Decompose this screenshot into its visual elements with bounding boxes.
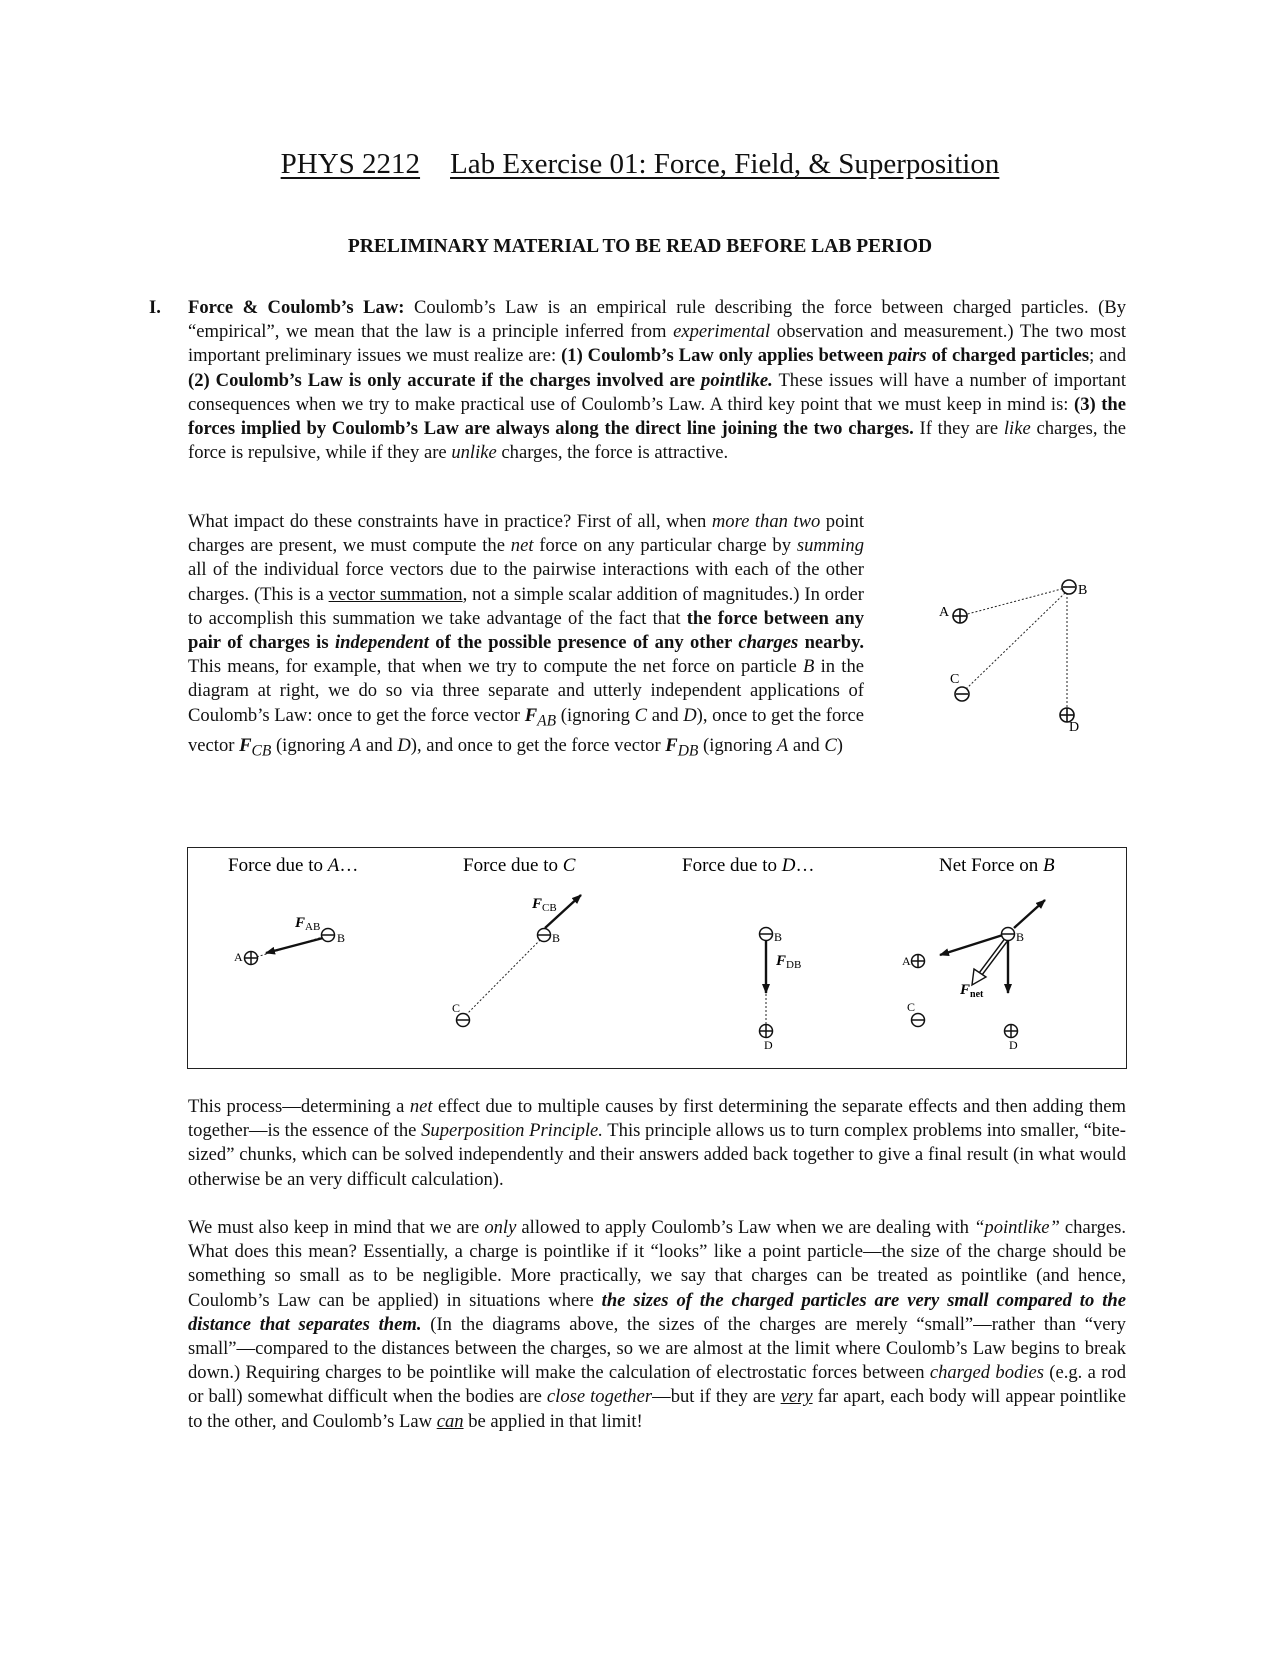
- force-label-ab: $F_{AB}$: [295, 915, 321, 933]
- panel-diagrams: [188, 848, 1126, 1068]
- panel1-charge-b: [322, 929, 335, 942]
- label-d: D: [1069, 720, 1080, 735]
- panel4-charge-b: [1002, 928, 1015, 941]
- line-a-b: [960, 587, 1069, 616]
- pointlike-paragraph: We must also keep in mind that we are only allowed to apply Coulomb’s Law when we are dealing with “pointlike” charges. What does this mean? Essentially, a charge is pointlike if it “looks” like a point particle—the size of the charge should be something so small as to be negligible. More practically, we say that charges can be treated as pointlike (and hence, Coulomb’s Law can be applied) in situations where the sizes of the charged particles are very small compared to the distance that separates them. (In the diagrams above, the sizes of the charges are merely “small”—rather than “very small”—compared to the distances between the charges, so we are almost at the limit where Coulomb’s Law begins to break down.) Requiring charges to be pointlike will make the calculation of electrostatic forces between charged bodies (e.g. a rod or ball) somewhat difficult when the bodies are close together—but if they are very far apart, each body will appear pointlike to the other, and Coulomb’s Law can be applied in that limit!: [188, 1217, 1127, 1432]
- svg-text:B: B: [774, 930, 783, 944]
- panel3-charge-d: [760, 1025, 773, 1038]
- charge-a-positive: [953, 609, 967, 623]
- panel2-charge-c: [457, 1014, 470, 1027]
- force-superposition-panel: [187, 847, 1127, 1069]
- panel-label-d: Force due to D…: [682, 855, 815, 876]
- panel4-charge-a: [912, 955, 925, 968]
- panel-label-c: Force due to C: [463, 855, 576, 876]
- panel1-charge-a: [245, 952, 258, 965]
- exercise-title: Lab Exercise 01: Force, Field, & Superposition: [450, 148, 1000, 180]
- panel4-charge-d: [1005, 1025, 1018, 1038]
- force-label-db: $F_{DB}$: [776, 953, 802, 971]
- section1-paragraph: Force & Coulomb’s Law: Coulomb’s Law is an empirical rule describing the force between charged particles. (By “empirical”, we mean that the law is a principle inferred from experimental observation and measurement.) The two most important preliminary issues we must realize are: (1) Coulomb’s Law only applies between pairs of charged particles; and (2) Coulomb’s Law is only accurate if the charges involved are pointlike. These issues will have a number of important consequences when we try to make practical use of Coulomb’s Law. A third key point that we must keep in mind is: (3) the forces implied by Coulomb’s Law are always along the direct line joining the two charges. If they are like charges, the force is repulsive, while if they are unlike charges, the force is attractive.: [188, 297, 1127, 464]
- svg-text:D: D: [764, 1038, 773, 1052]
- force-label-cb: $F_{CB}$: [532, 896, 557, 914]
- net-panel-arrow-cb: [1014, 900, 1045, 928]
- section-number: I.: [149, 297, 161, 318]
- course-code: PHYS 2212: [280, 148, 421, 180]
- charge-b-negative: [1062, 580, 1076, 594]
- charge-configuration-diagram: [930, 565, 1100, 735]
- svg-text:A: A: [234, 950, 243, 964]
- svg-text:B: B: [552, 931, 561, 945]
- section-subtitle: PRELIMINARY MATERIAL TO BE READ BEFORE LAB PERIOD: [347, 236, 933, 257]
- net-force-arrow: [972, 940, 1006, 985]
- panel3-charge-b: [760, 928, 773, 941]
- svg-text:B: B: [1016, 930, 1025, 944]
- charge-c-negative: [955, 687, 969, 701]
- subdiagram-force-a: [234, 915, 345, 965]
- panel-label-a: Force due to A…: [228, 855, 359, 876]
- svg-text:C: C: [907, 1000, 916, 1014]
- subdiagram-net-force: [902, 900, 1045, 1052]
- force-label-net: $F_{net}$: [960, 982, 984, 1000]
- superposition-principle-paragraph: This process—determining a net effect due to multiple causes by first determining the separate effects and then adding them together—is the essence of the Superposition Principle. This principle allows us to turn complex problems into smaller, “bite-sized” chunks, which can be solved independently and their answers added back together to give a final result (in what would otherwise be an very difficult calculation).: [188, 1096, 1126, 1190]
- subdiagram-force-d: [760, 928, 802, 1053]
- panel2-charge-b: [538, 929, 551, 942]
- panel4-charge-c: [912, 1014, 925, 1027]
- svg-text:B: B: [337, 931, 346, 945]
- label-b: B: [1078, 583, 1088, 598]
- svg-text:D: D: [1009, 1038, 1018, 1052]
- label-c: C: [950, 672, 960, 687]
- section-heading: Force & Coulomb’s Law:: [188, 297, 405, 318]
- line-c-b: [966, 592, 1066, 689]
- page-title: [0, 148, 1280, 181]
- subdiagram-force-c: [452, 895, 581, 1027]
- force-arrow-ab: [266, 938, 323, 953]
- label-a: A: [939, 605, 950, 620]
- superposition-intro-paragraph: What impact do these constraints have in practice? First of all, when more than two point charges are present, we must compute the net force on any particular charge by summing all of the individual force vectors due to the pairwise interactions with each of the other charges. (This is a vector summation, not a simple scalar addition of magnitudes.) In order to accomplish this summation we take advantage of the fact that the force between any pair of charges is independent of the possible presence of any other charges nearby. This means, for example, that when we try to compute the net force on particle B in the diagram at right, we do so via three separate and utterly independent applications of Coulomb’s Law: once to get the force vector $F_{AB}$ (ignoring C and D), once to get the force vector $F_{CB}$ (ignoring A and D), and once to get the force vector $F_{DB}$ (ignoring A and C): [188, 511, 864, 760]
- panel-label-net: Net Force on B: [939, 855, 1055, 876]
- svg-text:C: C: [452, 1001, 461, 1015]
- svg-text:A: A: [902, 954, 911, 968]
